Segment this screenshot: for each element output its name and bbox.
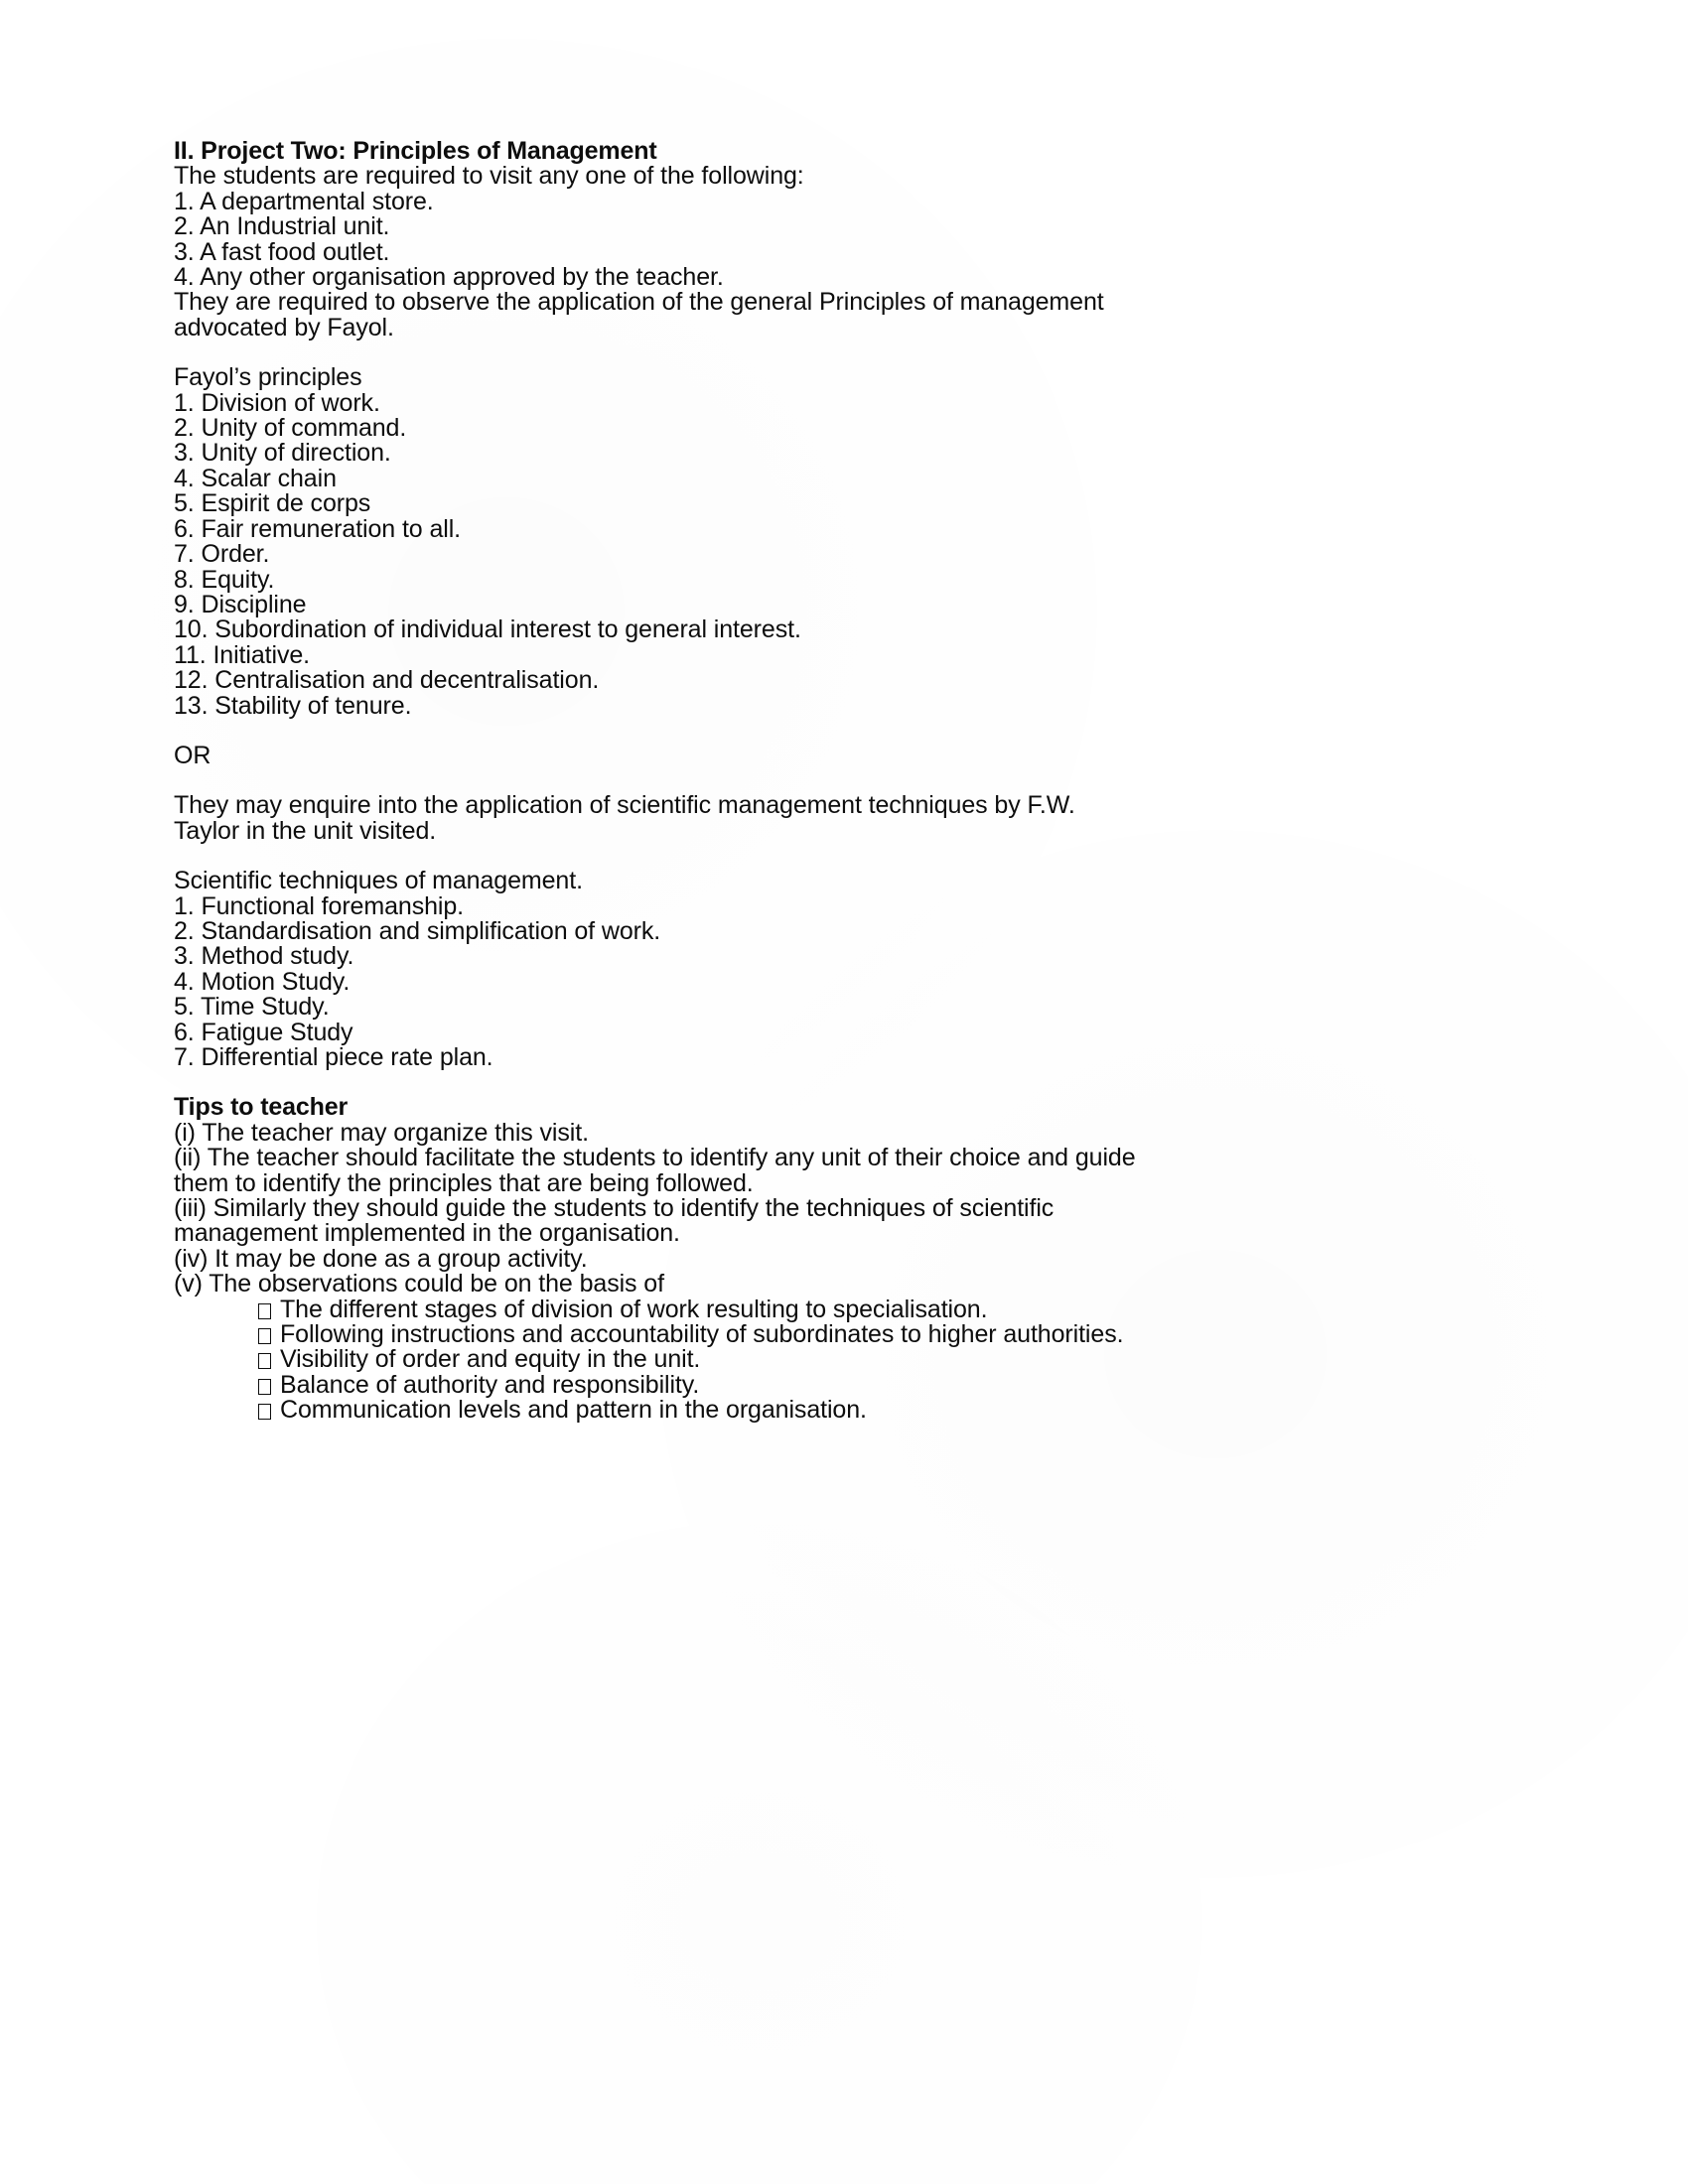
list-item-continuation: them to identify the principles that are being followed.	[174, 1168, 754, 1197]
empty-box-bullet-icon	[258, 1379, 271, 1395]
bullet-list-item	[174, 1398, 1504, 1423]
spacer	[174, 719, 1504, 744]
list-item: (iii) Similarly they should guide the students to identify the techniques of scientific	[174, 1194, 1055, 1223]
list-item: 12. Centralisation and decentralisation.	[174, 666, 600, 695]
fayol-principles-heading: Fayol’s principles	[174, 363, 362, 392]
bullet-label: The different stages of division of work resulting to specialisation.	[280, 1295, 988, 1323]
empty-box-bullet-icon	[258, 1303, 271, 1319]
empty-box-bullet-icon	[258, 1353, 271, 1369]
paragraph-line: Taylor in the unit visited.	[174, 816, 437, 845]
bullet-list-item	[174, 1347, 1504, 1372]
list-item: 3. A fast food outlet.	[174, 237, 390, 266]
list-item-continuation: management implemented in the organisation.	[174, 1219, 680, 1248]
spacer	[174, 844, 1504, 869]
list-item: 1. Division of work.	[174, 388, 380, 417]
list-item: 13. Stability of tenure.	[174, 691, 412, 720]
paragraph-line: They are required to observe the application of the general Principles of management	[174, 288, 1104, 317]
list-item: 2. Unity of command.	[174, 414, 407, 443]
scientific-techniques-list	[174, 891, 1504, 1071]
bullet-label: Visibility of order and equity in the unit.	[280, 1345, 701, 1374]
bullet-list-item	[174, 1297, 1504, 1322]
tips-list	[174, 1118, 1504, 1298]
scientific-techniques-heading: Scientific techniques of management.	[174, 867, 583, 895]
taylor-paragraph	[174, 793, 1504, 844]
spacer	[174, 341, 1504, 365]
visit-options-list	[174, 187, 1504, 292]
list-item: 1. Functional foremanship.	[174, 891, 465, 920]
list-item: (iv) It may be done as a group activity.	[174, 1244, 588, 1273]
observation-bullets-list	[174, 1297, 1504, 1424]
spacer	[174, 768, 1504, 793]
list-item: 6. Fatigue Study	[174, 1018, 353, 1046]
list-item: 5. Time Study.	[174, 993, 330, 1022]
bullet-label: Following instructions and accountability of subordinates to higher authorities.	[280, 1320, 1124, 1349]
list-item: 3. Method study.	[174, 942, 354, 971]
list-item: 7. Order.	[174, 540, 270, 569]
list-item: 10. Subordination of individual interest to general interest.	[174, 615, 801, 644]
list-item: 2. An Industrial unit.	[174, 212, 390, 241]
intro-text: The students are required to visit any one of the following:	[174, 162, 804, 191]
tips-to-teacher-heading: Tips to teacher	[174, 1093, 349, 1122]
paragraph-line: They may enquire into the application of scientific management techniques by F.W.	[174, 791, 1075, 820]
spacer	[174, 1070, 1504, 1095]
section-heading: II. Project Two: Principles of Management	[174, 137, 657, 165]
list-item: 4. Scalar chain	[174, 464, 337, 492]
list-item: 5. Espirit de corps	[174, 489, 371, 518]
list-item: (i) The teacher may organize this visit.	[174, 1118, 589, 1147]
bullet-list-item	[174, 1370, 1504, 1399]
list-item: 4. Any other organisation approved by the teacher.	[174, 263, 724, 292]
list-item: (v) The observations could be on the basis of	[174, 1270, 664, 1298]
list-item: 6. Fair remuneration to all.	[174, 514, 461, 543]
or-separator-label: OR	[174, 741, 211, 769]
list-item: 3. Unity of direction.	[174, 439, 391, 468]
empty-box-bullet-icon	[258, 1328, 271, 1344]
list-item: (ii) The teacher should facilitate the students to identify any unit of their choice and guide	[174, 1144, 1136, 1172]
list-item: 4. Motion Study.	[174, 967, 351, 996]
bullet-list-item	[174, 1322, 1504, 1347]
list-item: 9. Discipline	[174, 590, 307, 618]
list-item: 1. A departmental store.	[174, 187, 434, 215]
document-body	[174, 139, 1504, 1424]
empty-box-bullet-icon	[258, 1404, 271, 1420]
list-item: 11. Initiative.	[174, 640, 311, 669]
observe-paragraph	[174, 290, 1504, 341]
bullet-label: Balance of authority and responsibility.	[280, 1370, 700, 1399]
paragraph-line: advocated by Fayol.	[174, 313, 394, 341]
list-item: 8. Equity.	[174, 565, 275, 594]
list-item: 7. Differential piece rate plan.	[174, 1043, 493, 1071]
list-item: 2. Standardisation and simplification of work.	[174, 916, 661, 945]
bullet-label: Communication levels and pattern in the organisation.	[280, 1396, 867, 1425]
fayol-principles-list	[174, 388, 1504, 720]
